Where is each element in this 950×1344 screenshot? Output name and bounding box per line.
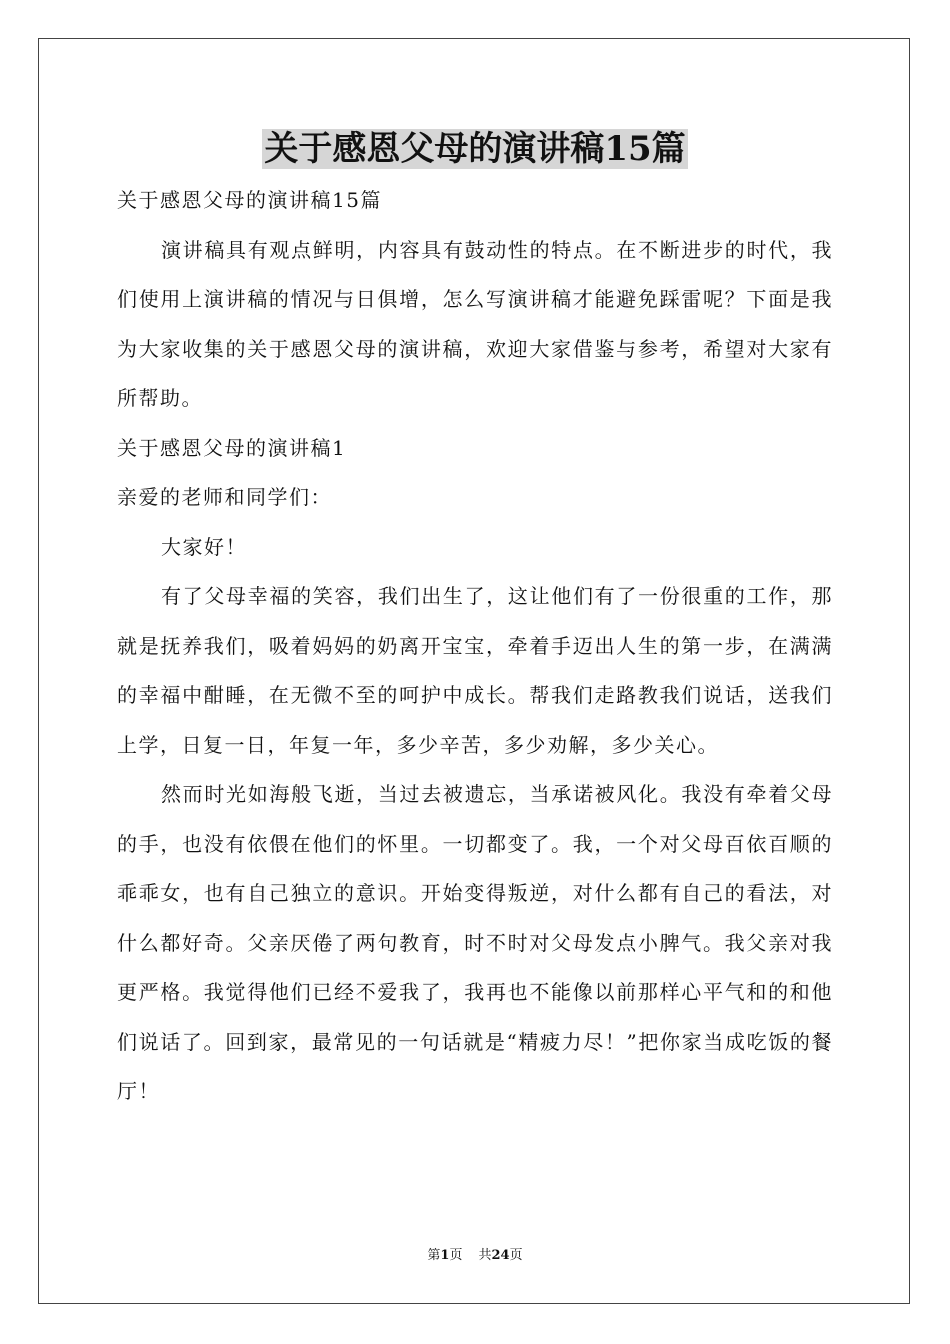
document-title-text: 关于感恩父母的演讲稿15篇 (264, 129, 686, 169)
greeting: 大家好！ (161, 534, 247, 559)
intro-paragraph: 演讲稿具有观点鲜明，内容具有鼓动性的特点。在不断进步的时代，我们使用上演讲稿的情况与日俱增，怎么写演讲稿才能避免踩雷呢？下面是我为大家收集的关于感恩父母的演讲稿，欢迎大家借鉴与参考，希望对大家有所帮助。 (117, 237, 833, 410)
document-title (0, 124, 950, 174)
footer-page-current: 1 (440, 1248, 450, 1263)
body-paragraph-1: 有了父母幸福的笑容，我们出生了，这让他们有了一份很重的工作，那就是抚养我们，吸着妈妈的奶离开宝宝，牵着手迈出人生的第一步，在满满的幸福中酣睡，在无微不至的呵护中成长。帮我们走路教我们说话，送我们上学，日复一日，年复一年，多少辛苦，多少劝解，多少关心。 (117, 584, 833, 757)
page-footer (0, 1247, 950, 1265)
footer-total-suffix: 页 (509, 1248, 523, 1263)
footer-page-suffix: 页 (449, 1248, 463, 1263)
footer-page-prefix: 第 (427, 1248, 441, 1263)
salutation: 亲爱的老师和同学们： (117, 485, 332, 509)
footer-total-prefix: 共 (478, 1248, 492, 1263)
section-heading: 关于感恩父母的演讲稿1 (117, 435, 347, 460)
document-subtitle: 关于感恩父母的演讲稿15篇 (117, 188, 382, 212)
body-paragraph-2: 然而时光如海般飞逝，当过去被遗忘，当承诺被风化。我没有牵着父母的手，也没有依偎在他们的怀里。一切都变了。我，一个对父母百依百顺的乖乖女，也有自己独立的意识。开始变得叛逆，对什么都有自己的看法，对什么都好奇。父亲厌倦了两句教育，时不时对父母发点小脾气。我父亲对我更严格。我觉得他们已经不爱我了，我再也不能像以前那样心平气和的和他们说话了。回到家，最常见的一句话就是“精疲力尽！”把你家当成吃饭的餐厅！ (117, 782, 833, 1103)
footer-page-total: 24 (491, 1248, 510, 1263)
document-body (117, 176, 833, 1117)
